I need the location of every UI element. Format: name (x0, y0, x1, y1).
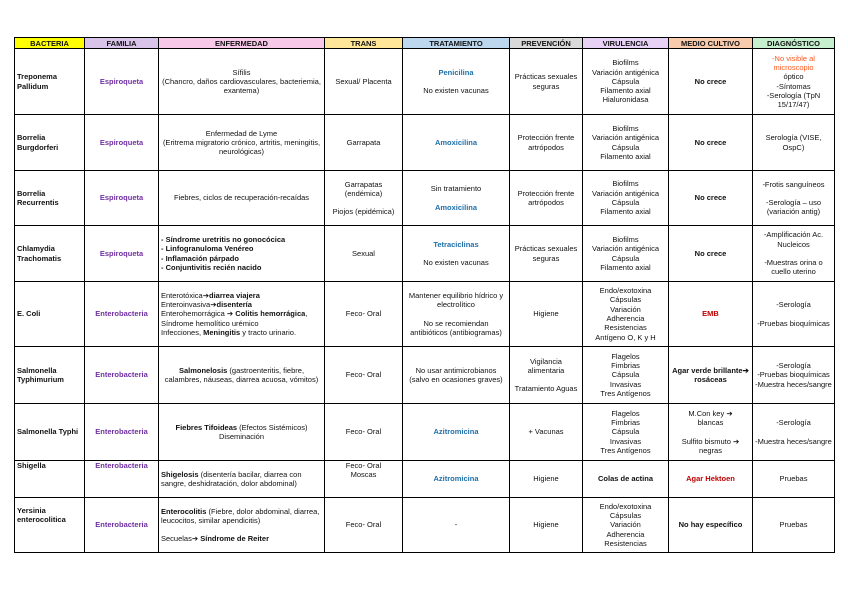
medium-name: Sulfito bismuto (681, 436, 731, 446)
diagnostico-cell (753, 226, 835, 282)
drug-name: Azitromicina (403, 404, 510, 461)
disease-detail: (disentería bacilar, diarrea con sangre, deshidratación, dolor abdominal) (161, 469, 302, 488)
ecoli-type-name: Enteroinvasiva (161, 300, 211, 310)
medio-cell: No hay específico (669, 498, 753, 553)
prevencion-cell: Higiene (510, 498, 583, 553)
virulence-item: Cápsula (611, 76, 640, 86)
table-row (15, 282, 835, 347)
trans-cell: Feco- Oral (325, 282, 403, 347)
spacer (755, 428, 832, 437)
diagnosis-line: -Síntomas (776, 81, 811, 91)
medio-cell (669, 347, 753, 404)
treatment-note: No se recomiendan antibióticos (antibiogramas) (410, 318, 502, 337)
spacer (405, 194, 507, 203)
sequel-name: Síndrome de Reiter (200, 534, 270, 544)
tratamiento-cell (403, 226, 510, 282)
familia-cell: Espiroqueta (85, 49, 159, 115)
virulencia-cell: Colas de actina (583, 461, 669, 498)
virulence-item: Variación antigénica (592, 67, 659, 77)
treatment-note: No existen vacunas (423, 86, 489, 95)
virulence-item: Resistencias (604, 323, 647, 333)
diagnosis-line: óptico (783, 72, 804, 82)
diagnosis-line: -Amplificación Ac. Nucleicos (763, 230, 824, 249)
prevencion-cell: Protección frente artrópodos (510, 171, 583, 226)
table-row (15, 226, 835, 282)
table-row (15, 49, 835, 115)
disease-detail: (Efectos Sistémicos) Diseminación (218, 422, 308, 441)
virulence-item: Filamento axial (600, 262, 651, 272)
bacteria-name: Chlamydia Trachomatis (15, 226, 85, 282)
spacer (755, 310, 832, 319)
familia-cell: Enterobacteria (85, 498, 159, 553)
bacteria-name: Borrelia Recurrentis (15, 171, 85, 226)
diagnostico-cell (753, 282, 835, 347)
medio-cell: Agar Hektoen (669, 461, 753, 498)
ecoli-type-extra: , Síndrome hemolítico urémico (161, 309, 308, 328)
trans-cell: Feco- Oral (325, 498, 403, 553)
virulence-item: Flagelos (611, 351, 640, 361)
virulence-item: Cápsula (611, 370, 640, 380)
prevention-line: Vigilancia alimentaria (527, 356, 565, 375)
bacteria-table (14, 37, 835, 553)
arrow-right-icon: ➔ (733, 436, 740, 446)
virulence-item: Antígeno O, K y H (595, 332, 656, 342)
diagnostico-cell: Pruebas (753, 498, 835, 553)
virulence-item: Hialuronidasa (602, 95, 649, 105)
medium-line (671, 437, 750, 446)
trans-cell (325, 461, 403, 498)
ecoli-type-name: Enterotóxica (161, 290, 203, 300)
bacteria-name: Treponema Pallidum (15, 49, 85, 115)
virulence-item: Variación (610, 520, 641, 530)
prevencion-cell: Protección frente artrópodos (510, 115, 583, 171)
familia-cell: Enterobacteria (85, 404, 159, 461)
familia-cell: Espiroqueta (85, 226, 159, 282)
disease-list-item: - Inflamación párpado (161, 253, 239, 263)
header-tratamiento: TRATAMIENTO (403, 38, 510, 49)
trans-line: Piojos (epidémica) (332, 207, 395, 217)
virulence-item: Tres Antígenos (600, 445, 651, 455)
virulence-item: Filamento axial (600, 151, 651, 161)
virulence-item: Biofilms (612, 58, 639, 68)
bacteria-name: Yersinia enterocolitica (15, 498, 85, 553)
disease-list-item: - Síndrome uretritis no gonocócica (161, 234, 286, 244)
prevencion-cell: + Vacunas (510, 404, 583, 461)
virulence-item: Biofilms (612, 234, 639, 244)
medium-result: negras (699, 445, 722, 455)
familia-cell: Espiroqueta (85, 171, 159, 226)
spacer (755, 249, 832, 258)
ecoli-type-disease: disentería (216, 300, 252, 310)
spacer (161, 525, 322, 534)
table-row (15, 498, 835, 553)
disease-title: Enterocolitis (161, 506, 207, 516)
header-diagnostico: DIAGNÓSTICO (753, 38, 835, 49)
enfermedad-cell (159, 226, 325, 282)
virulence-item: Cápsula (611, 142, 640, 152)
drug-name: Tetraciclinas (433, 239, 479, 249)
diagnosis-line: -Pruebas bioquímicas (757, 318, 830, 328)
ecoli-type-name: Infecciones, (161, 327, 204, 337)
treatment-note: No usar antimicrobianos (salvo en ocasiones graves) (403, 347, 510, 404)
bacteria-name: E. Coli (15, 282, 85, 347)
trans-cell: Feco- Oral (325, 347, 403, 404)
ecoli-type-disease: Meningitis (203, 327, 241, 337)
arrow-right-icon: ➔ (202, 290, 209, 300)
diagnosis-line: -Serología (776, 300, 811, 310)
virulence-item: Endo/exotoxina (599, 501, 652, 511)
spacer (405, 77, 507, 86)
header-medio: MEDIO CULTIVO (669, 38, 753, 49)
enfermedad-cell (159, 347, 325, 404)
arrow-right-icon: ➔ (226, 309, 234, 319)
virulence-item: Variación (610, 304, 641, 314)
drug-name: Amoxicilina (403, 115, 510, 171)
enfermedad-cell (159, 49, 325, 115)
virulence-item: Adherencia (606, 529, 645, 539)
diagnostico-cell (753, 347, 835, 404)
virulencia-cell (583, 282, 669, 347)
virulence-item: Cápsulas (609, 295, 642, 305)
diagnostico-cell (753, 404, 835, 461)
disease-detail: (Eritrema migratorio crónico, artritis, meningitis, neurológicas) (162, 137, 321, 157)
disease-title: Salmonelosis (178, 365, 228, 375)
bacteria-name: Shigella (15, 461, 85, 498)
virulence-item: Cápsulas (609, 511, 642, 521)
trans-line: Moscas (350, 470, 377, 480)
familia-cell: Enterobacteria (85, 282, 159, 347)
enfermedad-cell (159, 115, 325, 171)
virulence-item: Invasivas (609, 379, 642, 389)
virulence-item: Flagelos (611, 408, 640, 418)
virulencia-cell (583, 226, 669, 282)
table-row (15, 404, 835, 461)
disease-list-item: - Conjuntivitis recién nacido (161, 262, 262, 272)
medium-line (671, 409, 750, 418)
medio-cell: EMB (669, 282, 753, 347)
medium-result: rosáceas (694, 375, 727, 384)
virulence-item: Tres Antígenos (600, 388, 651, 398)
disease-summary (161, 507, 322, 526)
virulence-item: Fimbrias (611, 361, 640, 371)
disease-detail: (Chancro, daños cardiovasculares, bacteriemia, exantema) (162, 76, 321, 96)
table-row (15, 347, 835, 404)
treatment-note: Mantener equilibrio hídrico y electrolítico (408, 290, 504, 310)
enfermedad-cell (159, 282, 325, 347)
trans-cell (325, 171, 403, 226)
virulence-item: Cápsula (611, 253, 640, 263)
header-row (15, 38, 835, 49)
treatment-note: No existen vacunas (423, 258, 489, 267)
familia-cell: Enterobacteria (85, 347, 159, 404)
prevention-line: Tratamiento Aguas (514, 384, 578, 394)
diagnosis-line: -Muestra heces/sangre (755, 436, 832, 446)
header-trans: TRANS (325, 38, 403, 49)
diagnostico-cell: Pruebas (753, 461, 835, 498)
medio-cell: No crece (669, 115, 753, 171)
virulence-item: Biofilms (612, 123, 639, 133)
diagnosis-alert: -No visible al microscopio (772, 53, 815, 72)
prevencion-cell: Higiene (510, 282, 583, 347)
virulence-item: Biofilms (612, 179, 639, 189)
ecoli-type (161, 300, 322, 309)
enfermedad-cell (159, 461, 325, 498)
virulence-item: Filamento axial (600, 86, 651, 96)
diagnostico-cell (753, 49, 835, 115)
medium-name: Agar verde brillante (672, 365, 743, 375)
diagnosis-line: -Frotis sanguíneos (762, 179, 825, 189)
treatment-note: - (403, 498, 510, 553)
virulence-item: Endo/exotoxina (599, 286, 652, 296)
virulence-item: Variación antigénica (592, 244, 659, 254)
drug-name: Azitromicina (403, 461, 510, 498)
ecoli-type-name: Enterohemorrágica (161, 309, 225, 319)
spacer (512, 375, 580, 384)
virulence-item: Resistencias (604, 538, 647, 548)
diagnosis-line: -Muestras orina o cuello uterino (764, 258, 823, 277)
ecoli-type (161, 309, 322, 328)
disease-sequel (161, 534, 322, 543)
virulence-item: Cápsula (611, 198, 640, 207)
prevencion-cell: Prácticas sexuales seguras (510, 226, 583, 282)
drug-name: Penicilina (438, 67, 474, 77)
diagnostico-cell (753, 171, 835, 226)
virulencia-cell (583, 171, 669, 226)
virulencia-cell (583, 49, 669, 115)
virulence-item: Variación antigénica (592, 188, 659, 198)
virulence-item: Fimbrias (611, 418, 640, 428)
virulence-item: Adherencia (606, 314, 645, 323)
diagnosis-line: -Serología – uso (variación antig) (765, 197, 822, 217)
virulencia-cell (583, 404, 669, 461)
medio-cell: No crece (669, 226, 753, 282)
treatment-note: Sin tratamiento (430, 184, 482, 194)
table-row (15, 461, 835, 498)
virulencia-cell (583, 498, 669, 553)
familia-cell: Espiroqueta (85, 115, 159, 171)
spacer (755, 189, 832, 198)
medio-cell: No crece (669, 171, 753, 226)
diagnosis-line: -Muestra heces/sangre (755, 379, 832, 389)
header-prevencion: PREVENCIÓN (510, 38, 583, 49)
spacer (671, 428, 750, 437)
disease-title: Enfermedad de Lyme (205, 128, 278, 138)
ecoli-type-disease: Colitis hemorrágica (235, 309, 306, 319)
ecoli-type (161, 328, 322, 337)
virulence-item: Cápsula (611, 427, 640, 437)
disease-title: Sífilis (232, 67, 251, 77)
disease-detail: (Fiebre, dolor abdominal, diarrea, leucocitos, similar apendicitis) (161, 506, 320, 525)
header-familia: FAMILIA (85, 38, 159, 49)
medio-cell: No crece (669, 49, 753, 115)
medium-name: M.Con key (688, 408, 725, 418)
disease-detail: (gastroenteritis, fiebre, calambres, náuseas, diarrea acuosa, vómitos) (164, 365, 319, 384)
disease-detail: Fiebres, ciclos de recuperación-recaídas (159, 171, 325, 226)
ecoli-type-extra: y tracto urinario. (240, 327, 297, 337)
diagnosis-line: -Serología (776, 418, 811, 428)
diagnosis-line: -Pruebas bioquímicas (757, 370, 830, 380)
tratamiento-cell (403, 171, 510, 226)
familia-cell: Enterobacteria (85, 461, 159, 498)
virulencia-cell (583, 115, 669, 171)
trans-cell: Sexual (325, 226, 403, 282)
medium-result: blancas (697, 418, 724, 428)
header-enfermedad: ENFERMEDAD (159, 38, 325, 49)
disease-title: Fiebres Tifoideas (175, 422, 238, 432)
arrow-right-icon: ➔ (742, 365, 749, 375)
prevencion-cell: Prácticas sexuales seguras (510, 49, 583, 115)
drug-name: Amoxicilina (434, 202, 478, 212)
trans-line: Garrapatas (endémica) (344, 179, 383, 198)
virulence-item: Invasivas (609, 436, 642, 446)
enfermedad-cell (159, 404, 325, 461)
arrow-right-icon: ➔ (726, 408, 733, 418)
virulence-item: Variación antigénica (592, 133, 659, 143)
prevencion-cell (510, 347, 583, 404)
ecoli-type-disease: diarrea viajera (209, 290, 260, 300)
bacteria-name: Salmonella Typhi (15, 404, 85, 461)
diagnosis-line: -Serología (776, 361, 811, 371)
header-virulencia: VIRULENCIA (583, 38, 669, 49)
trans-cell: Sexual/ Placenta (325, 49, 403, 115)
arrow-right-icon: ➔ (191, 534, 199, 544)
spacer (405, 249, 507, 258)
spacer (405, 310, 507, 319)
arrow-right-icon: ➔ (210, 300, 217, 310)
trans-cell: Garrapata (325, 115, 403, 171)
prevencion-cell: Higiene (510, 461, 583, 498)
tratamiento-cell (403, 49, 510, 115)
bacteria-name: Salmonella Typhimurium (15, 347, 85, 404)
enfermedad-cell (159, 498, 325, 553)
sequel-label: Secuelas (161, 534, 192, 544)
table-row (15, 171, 835, 226)
spacer (327, 198, 400, 207)
trans-line: Feco- Oral (345, 461, 382, 470)
header-bacteria: BACTERIA (15, 38, 85, 49)
table-row (15, 115, 835, 171)
disease-list-item: - Linfogranuloma Venéreo (161, 244, 254, 254)
virulence-item: Filamento axial (600, 207, 651, 217)
ecoli-type (161, 291, 322, 300)
medio-cell (669, 404, 753, 461)
virulencia-cell (583, 347, 669, 404)
trans-cell: Feco- Oral (325, 404, 403, 461)
diagnostico-cell: Serología (VISE, OspC) (753, 115, 835, 171)
disease-title: Shigelosis (161, 469, 199, 479)
tratamiento-cell (403, 282, 510, 347)
diagnosis-line: -Serología (TpN 15/17/47) (766, 90, 821, 110)
bacteria-name: Borrelia Burgdorferi (15, 115, 85, 171)
